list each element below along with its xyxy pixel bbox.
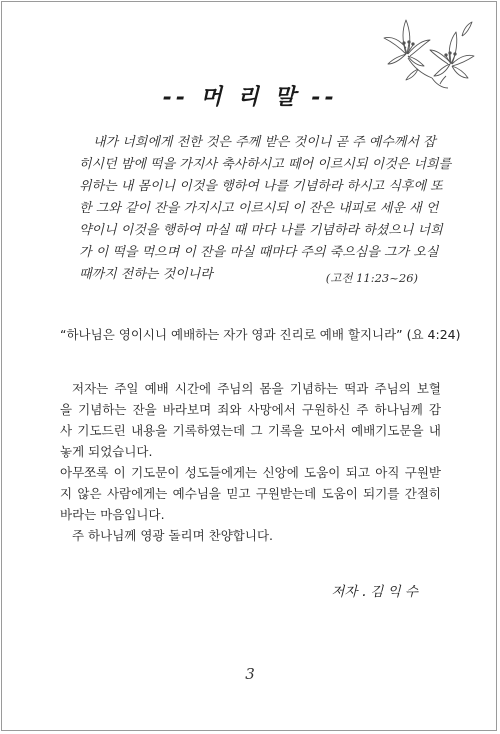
verse-line: 내가 너희에게 전한 것은 주께 받은 것이니 곧 주 예수께서 잡 xyxy=(93,135,436,150)
paragraph-line: 주 하나님께 영광 돌리며 찬양합니다. xyxy=(72,528,273,543)
paragraph-line: 저자는 주일 예배 시간에 주님의 몸을 기념하는 떡과 주님의 보혈 xyxy=(72,381,441,396)
paragraph-line: 을 기념하는 잔을 바라보며 죄와 사망에서 구원하신 주 하나님께 감 xyxy=(60,402,441,417)
paragraph-line: 놓게 되었습니다. xyxy=(60,444,153,459)
verse-line: 히시던 밤에 떡을 가지사 축사하시고 떼어 이르시되 이것은 너희를 xyxy=(79,157,452,172)
key-verse: “하나님은 영이시니 예배하는 자가 영과 진리로 예배 할지니라” (요 4:24) xyxy=(60,327,461,342)
verse-line: 약이니 이것을 행하여 마실 때 마다 나를 기념하라 하셨으니 너희 xyxy=(79,223,443,238)
preface-paragraph xyxy=(60,525,441,546)
verse-line: 가 이 떡을 먹으며 이 잔을 마실 때마다 주의 죽으심을 그가 오실 xyxy=(79,245,439,260)
verse-line: 위하는 내 몸이니 이것을 행하여 나를 기념하라 하시고 식후에 또 xyxy=(79,179,443,194)
page-title: -- 머 리 말 -- xyxy=(162,84,338,110)
verse-reference: (고전 11:23~26) xyxy=(325,271,418,285)
paragraph-line: 사 기도드린 내용을 기록하였는데 그 기록을 모아서 예배기도문을 내 xyxy=(60,423,441,438)
author-signature: 저자 . 김 익 수 xyxy=(331,584,418,600)
verse-line: 한 그와 같이 잔을 가지시고 이르시되 이 잔은 내피로 세운 새 언 xyxy=(79,201,439,216)
paragraph-line: 지 않은 사람에게는 예수님을 믿고 구원받는데 도움이 되기를 간절히 xyxy=(60,486,441,501)
paragraph-line: 바라는 마음입니다. xyxy=(60,507,165,522)
preface-paragraph xyxy=(60,462,441,525)
verse-line: 때까지 전하는 것이니라 xyxy=(79,267,213,282)
page-number: 3 xyxy=(245,665,255,683)
paragraph-line: 아무쪼록 이 기도문이 성도들에게는 신앙에 도움이 되고 아직 구원받 xyxy=(60,465,441,480)
scripture-passage xyxy=(79,132,452,286)
preface-paragraph xyxy=(60,378,441,462)
